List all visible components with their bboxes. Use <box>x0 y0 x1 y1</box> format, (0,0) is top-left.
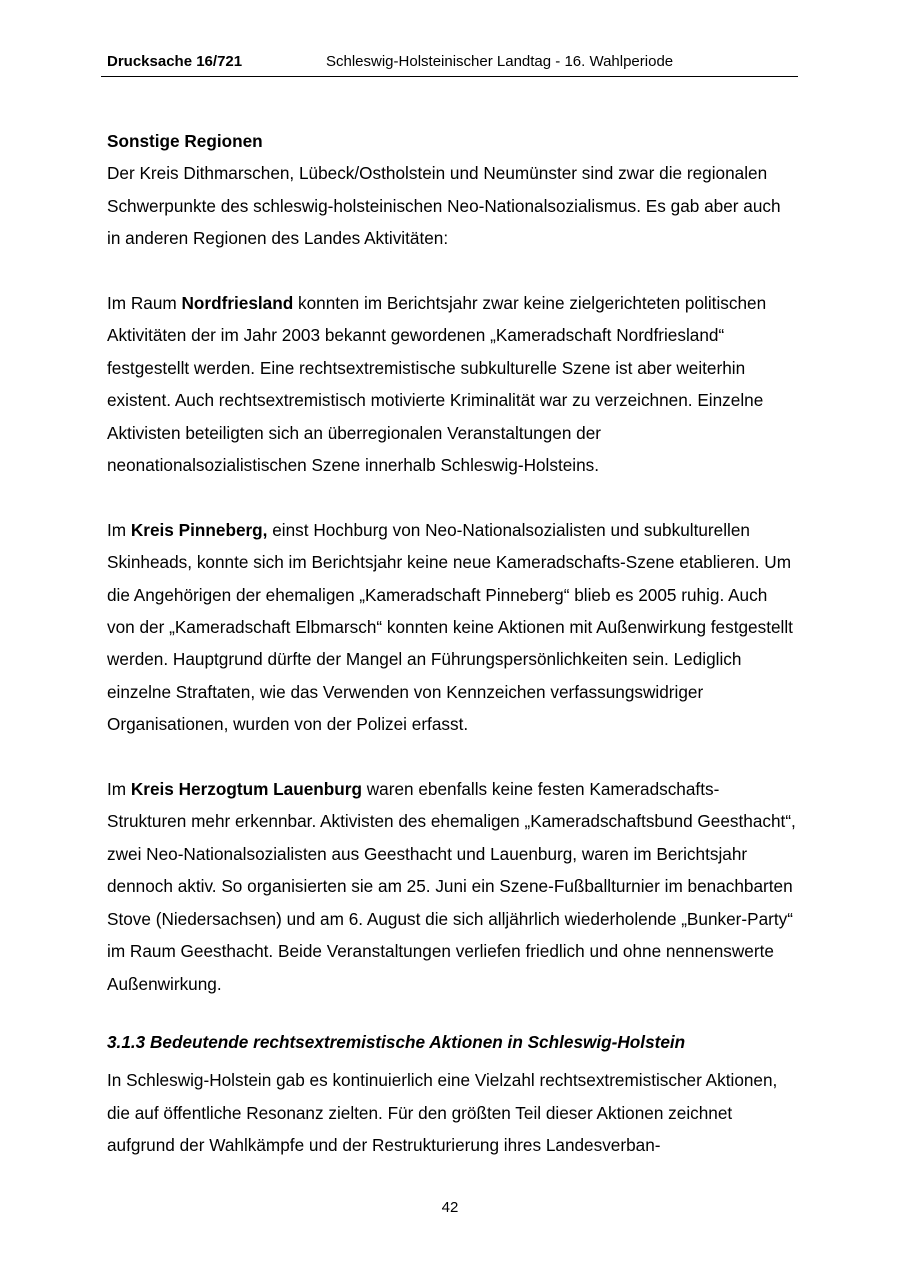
page-number: 42 <box>441 1199 459 1216</box>
paragraph-gap <box>107 741 797 773</box>
lauenburg-paragraph <box>107 773 797 1000</box>
pinneberg-prefix: Im <box>107 519 131 540</box>
document-title: Schleswig-Holsteinischer Landtag - 16. Wahlperiode <box>326 53 674 70</box>
pinneberg-region-name: Kreis Pinneberg, <box>130 519 268 540</box>
nordfriesland-paragraph <box>107 287 797 481</box>
lauenburg-region-name: Kreis Herzogtum Lauenburg <box>130 779 362 800</box>
nordfriesland-prefix: Im Raum <box>107 293 182 314</box>
nordfriesland-region-name: Nordfriesland <box>181 293 294 314</box>
paragraph-gap <box>107 481 797 513</box>
paragraph-gap <box>107 255 797 287</box>
page-header <box>101 52 798 77</box>
subsection-paragraph: In Schleswig-Holstein gab es kontinuierlich eine Vielzahl rechtsextremistischer Aktionen, die auf öffentliche Resonanz zielten. Für den größten Teil dieser Aktionen zeichnet aufgrund der Wahlkämpfe und der Restrukturierung ihres Landesverban- <box>107 1070 778 1156</box>
pinneberg-paragraph <box>107 514 797 741</box>
pinneberg-text: einst Hochburg von Neo-Nationalsozialisten und subkulturellen Skinheads, konnte sich im Berichtsjahr keine neue Kameradschafts-Szene etablieren. Um die Angehörigen der ehemaligen „Kameradschaft Pinneberg“ blieb es 2005 ruhig. Auch von der „Kameradschaft Elbmarsch“ konnten keine Aktionen mit Außenwirkung festgestellt werden. Hauptgrund dürfte der Mangel an Führungspersönlichkeiten sein. Lediglich einzelne Straftaten, wie das Verwenden von Kennzeichen verfassungswidriger Organisationen, wurden von der Polizei erfasst. <box>107 519 793 735</box>
lauenburg-text: waren ebenfalls keine festen Kameradschafts-Strukturen mehr erkennbar. Aktivisten des ehemaligen „Kameradschaftsbund Geesthacht“, zwei Neo-Nationalsozialisten aus Geesthacht und Lauenburg, waren im Berichtsjahr dennoch aktiv. So organisierten sie am 25. Juni ein Szene-Fußballturnier im benachbarten Stove (Niedersachsen) und am 6. August die sich alljährlich wiederholende „Bunker-Party“ im Raum Geesthacht. Beide Veranstaltungen verliefen friedlich und ohne nennenswerte Außenwirkung. <box>107 779 796 994</box>
lauenburg-prefix: Im <box>107 779 131 800</box>
page-content <box>107 125 797 1162</box>
section-heading: Sonstige Regionen <box>107 131 263 151</box>
intro-paragraph: Der Kreis Dithmarschen, Lübeck/Ostholstein und Neumünster sind zwar die regionalen Schwerpunkte des schleswig-holsteinischen Neo-Nationalsozialismus. Es gab aber auch in anderen Regionen des Landes Aktivitäten: <box>107 163 781 249</box>
subsection-heading: 3.1.3 Bedeutende rechtsextremistische Aktionen in Schleswig-Holstein <box>107 1031 686 1052</box>
nordfriesland-text: konnten im Berichtsjahr zwar keine zielgerichteten politischen Aktivitäten der im Jahr 2003 bekannt gewordenen „Kameradschaft Nordfriesland“ festgestellt werden. Eine rechtsextremistische subkulturelle Szene ist aber weiterhin existent. Auch rechtsextremistisch motivierte Kriminalität war zu verzeichnen. Einzelne Aktivisten beteiligten sich an überregionalen Veranstaltungen der neonationalsozialistischen Szene innerhalb Schleswig-Holsteins. <box>107 293 767 476</box>
document-number: Drucksache 16/721 <box>107 53 243 70</box>
